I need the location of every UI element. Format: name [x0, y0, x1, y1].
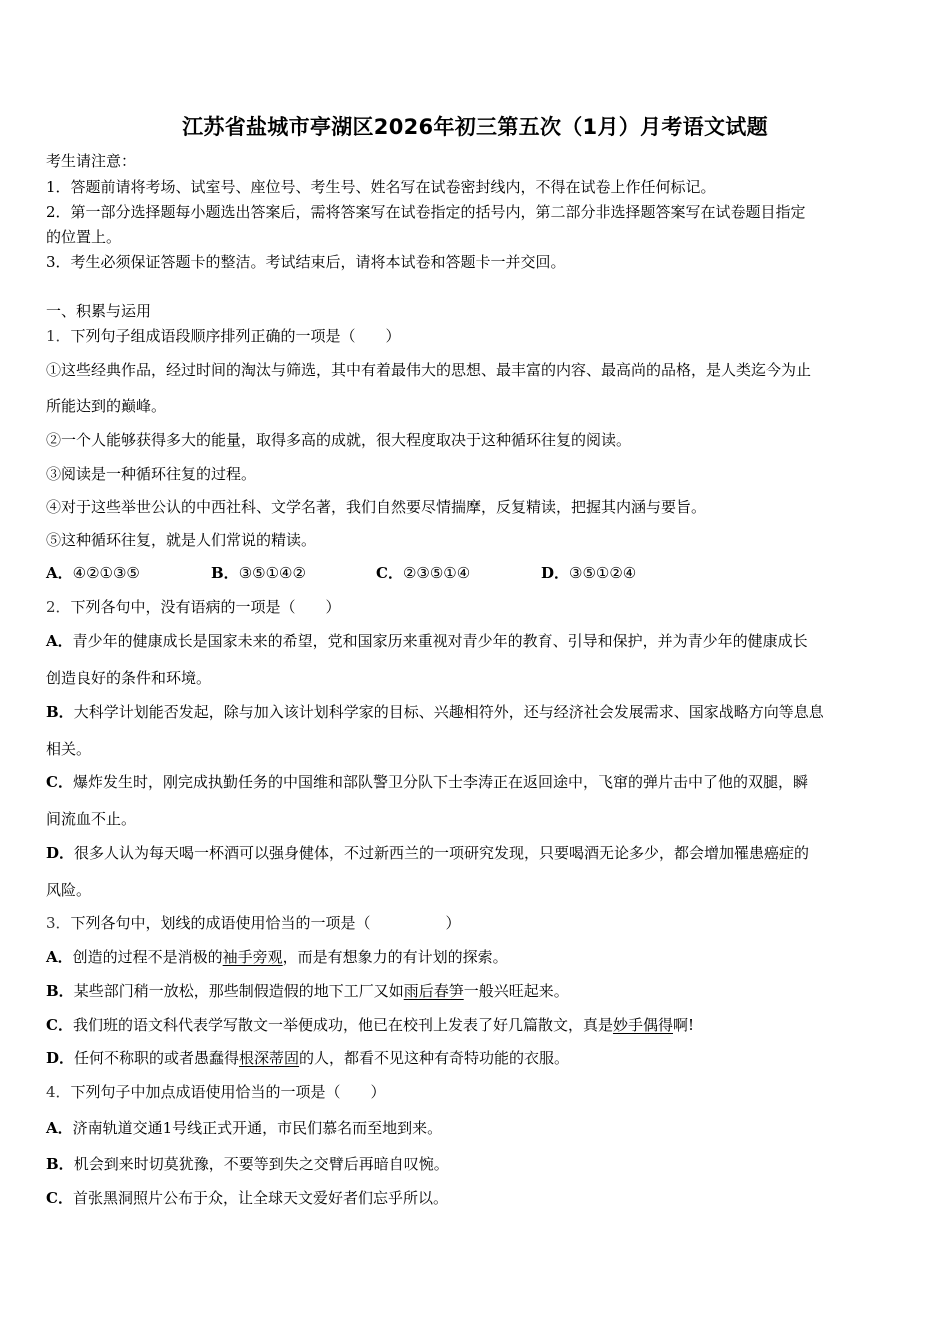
underlined-idiom: 雨后春笋	[403, 982, 464, 1000]
q2-option-b[interactable]: B．大科学计划能否发起，除与加入该计划科学家的目标、兴趣相符外，还与经济社会发展需求、国家战略方向等息息	[46, 703, 824, 721]
q4-option-c[interactable]: C．首张黑洞照片公布于众，让全球天文爱好者们忘乎所以。	[46, 1189, 448, 1207]
question-text: 下列各句中，没有语病的一项是（ ）	[70, 598, 341, 616]
notice-item-3: 3．考生必须保证答题卡的整洁。考试结束后，请将本试卷和答题卡一并交回。	[46, 253, 566, 271]
q1-sentence: ④对于这些举世公认的中西社科、文学名著，我们自然要尽情揣摩，反复精读，把握其内涵与要旨。	[46, 498, 707, 516]
q1-option-d[interactable]: D．③⑤①②④	[541, 564, 637, 582]
q2-option-a-cont: 创造良好的条件和环境。	[46, 669, 212, 687]
q4-option-b[interactable]: B．机会到来时切莫犹豫，不要等到失之交臂后再暗自叹惋。	[46, 1155, 449, 1173]
q1-sentence: 所能达到的巅峰。	[46, 397, 167, 415]
q2-option-c-cont: 间流血不止。	[46, 810, 137, 828]
q3-option-d[interactable]: D．任何不称职的或者愚蠢得根深蒂固的人，都看不见这种有奇特功能的衣服。	[46, 1049, 570, 1067]
notice-item-2: 2．第一部分选择题每小题选出答案后，需将答案写在试卷指定的括号内，第二部分非选择题答案写在试卷题目指定	[46, 203, 806, 221]
q3-option-b[interactable]: B．某些部门稍一放松，那些制假造假的地下工厂又如雨后春笋一般兴旺起来。	[46, 982, 569, 1000]
notice-item-2-cont: 的位置上。	[46, 228, 122, 246]
section-heading: 一、积累与运用	[46, 302, 152, 320]
question-number: 2．	[46, 598, 71, 616]
q2-option-d-cont: 风险。	[46, 881, 92, 899]
notice-heading: 考生请注意：	[46, 152, 137, 170]
q1-sentence: ③阅读是一种循环往复的过程。	[46, 465, 257, 483]
question-number: 3．	[46, 914, 71, 932]
question-2-stem	[46, 598, 341, 616]
question-1-stem	[46, 327, 401, 345]
question-text: 下列句子中加点成语使用恰当的一项是（ ）	[70, 1083, 386, 1101]
underlined-idiom: 妙手偶得	[612, 1016, 673, 1034]
question-3-stem	[46, 914, 461, 932]
q4-option-a[interactable]: A．济南轨道交通1号线正式开通，市民们慕名而至地到来。	[46, 1119, 443, 1137]
q1-option-c[interactable]: C．②③⑤①④	[376, 564, 471, 582]
question-number: 1．	[46, 327, 71, 345]
question-number: 4．	[46, 1083, 71, 1101]
underlined-idiom: 袖手旁观	[222, 948, 283, 966]
notice-item-1: 1．答题前请将考场、试室号、座位号、考生号、姓名写在试卷密封线内，不得在试卷上作任何标记。	[46, 178, 716, 196]
q1-sentence: ②一个人能够获得多大的能量，取得多高的成就，很大程度取决于这种循环往复的阅读。	[46, 431, 632, 449]
underlined-idiom: 根深蒂固	[239, 1049, 300, 1067]
q1-option-b[interactable]: B．③⑤①④②	[211, 564, 306, 582]
q3-option-a[interactable]: A．创造的过程不是消极的袖手旁观，而是有想象力的有计划的探索。	[46, 948, 508, 966]
question-text: 下列句子组成语段顺序排列正确的一项是（ ）	[70, 327, 401, 345]
q3-option-c[interactable]: C．我们班的语文科代表学写散文一举便成功，他已在校刊上发表了好几篇散文，真是妙手偶得啊!	[46, 1016, 695, 1034]
q1-options	[46, 564, 636, 582]
question-text: 下列各句中，划线的成语使用恰当的一项是（ ）	[70, 914, 461, 932]
question-4-stem	[46, 1083, 386, 1101]
page-title: 江苏省盐城市亭湖区2026年初三第五次（1月）月考语文试题	[182, 115, 768, 139]
q1-sentence: ⑤这种循环往复，就是人们常说的精读。	[46, 531, 317, 549]
q1-option-a[interactable]: A．④②①③⑤	[46, 564, 140, 582]
q2-option-b-cont: 相关。	[46, 740, 92, 758]
q2-option-d[interactable]: D．很多人认为每天喝一杯酒可以强身健体，不过新西兰的一项研究发现，只要喝酒无论多少，都会增加罹患癌症的	[46, 844, 810, 862]
q1-sentence: ①这些经典作品，经过时间的淘汰与筛选，其中有着最伟大的思想、最丰富的内容、最高尚的品格，是人类迄今为止	[46, 361, 812, 379]
q2-option-a[interactable]: A．青少年的健康成长是国家未来的希望，党和国家历来重视对青少年的教育、引导和保护，并为青少年的健康成长	[46, 632, 808, 650]
q2-option-c[interactable]: C．爆炸发生时，刚完成执勤任务的中国维和部队警卫分队下士李涛正在返回途中，飞窜的弹片击中了他的双腿，瞬	[46, 773, 808, 791]
